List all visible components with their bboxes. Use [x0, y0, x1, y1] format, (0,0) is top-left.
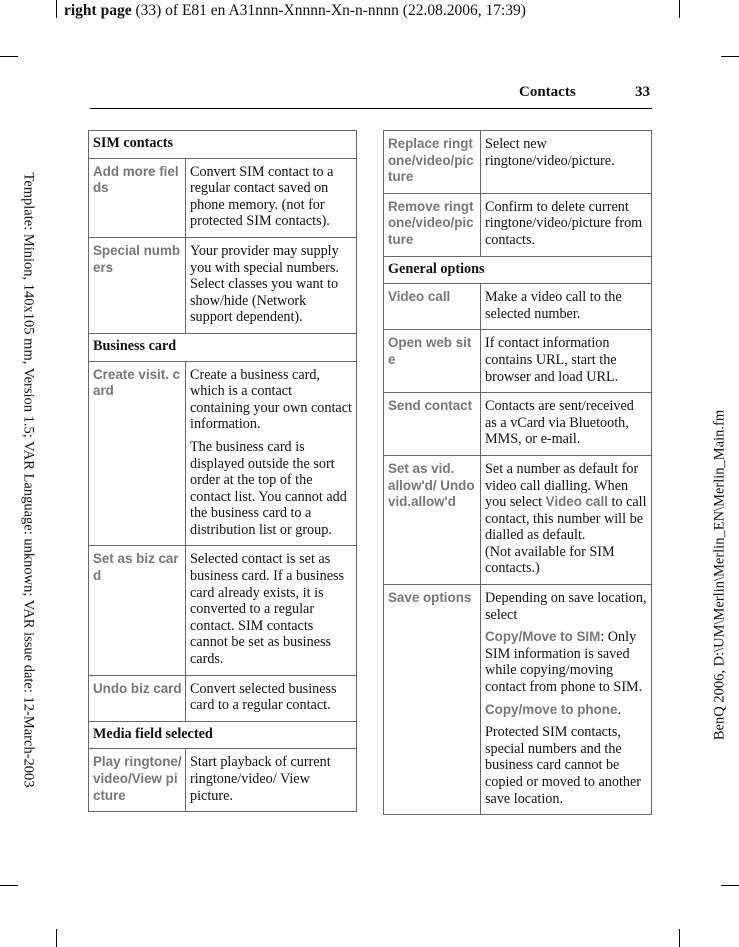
crop-mark — [0, 885, 18, 886]
section-header-general-options: General options — [384, 256, 652, 284]
option-description: Confirm to delete current ringtone/video/picture from contacts. — [481, 193, 652, 256]
option-set-as-vid-allowed[interactable]: Set as vid. allow'd/ Undo vid.allow'd — [384, 455, 481, 584]
table-row — [384, 193, 652, 256]
option-description — [481, 585, 652, 815]
crop-mark — [56, 0, 57, 18]
slug-prefix: right page — [64, 2, 132, 19]
option-add-more-fields[interactable]: Add more fields — [89, 158, 186, 237]
option-description: Contacts are sent/received as a vCard via Bluetooth, MMS, or e-mail. — [481, 393, 652, 456]
table-row — [89, 361, 357, 546]
template-info-vertical: Template: Minion, 140x105 mm, Version 1.5; VAR Language: unknown; VAR issue date: 12-March-2003 — [20, 172, 37, 788]
option-send-contact[interactable]: Send contact — [384, 393, 481, 456]
ui-reference-copy-move-to-phone: Copy/move to phone — [485, 701, 618, 717]
crop-mark — [679, 0, 680, 18]
ui-reference-video-call: Video call — [545, 494, 608, 510]
print-slug — [64, 2, 526, 20]
option-description: Your provider may supply you with special numbers. Select classes you want to show/hide (Network support dependent). — [186, 237, 357, 333]
crop-mark — [721, 56, 739, 57]
description-paragraph: The business card is displayed outside the sort order at the top of the contact list. You cannot add the business card to a distribution list or group. — [190, 438, 347, 538]
table-row — [89, 546, 357, 675]
description-text: Set a number as default for video call dialling. When you select — [485, 460, 639, 511]
header-rule — [90, 108, 652, 109]
section-header-row — [89, 131, 357, 159]
slug-page-ref: (33) — [135, 2, 162, 19]
table-row — [89, 158, 357, 237]
section-header-row — [384, 256, 652, 284]
section-header-sim-contacts: SIM contacts — [89, 131, 357, 159]
description-text: . — [617, 701, 621, 718]
description-note: (Not available for SIM contacts.) — [485, 543, 615, 577]
option-create-visit-card[interactable]: Create visit. card — [89, 361, 186, 546]
description-paragraph — [485, 702, 647, 719]
option-description: Select new ringtone/video/picture. — [481, 131, 652, 194]
section-header-row — [89, 721, 357, 749]
description-text: : Only SIM information is saved while copying/moving contact from phone to SIM. — [485, 629, 643, 696]
description-paragraph: Create a business card, which is a contact containing your own contact information. — [190, 366, 352, 433]
table-row — [384, 585, 652, 815]
file-path-vertical: BenQ 2006, D:\UM\Merlin\Merlin_EN\Merlin_Main.fm — [711, 409, 728, 741]
section-header-business-card: Business card — [89, 333, 357, 361]
section-header-row — [89, 333, 357, 361]
description-text: to call contact, this number will be dialled as default. — [485, 494, 647, 544]
description-paragraph: Protected SIM contacts, special numbers and the business card cannot be copied or moved to another save location. — [485, 724, 642, 807]
option-description — [481, 455, 652, 584]
option-play-media[interactable]: Play ringtone/video/View picture — [89, 749, 186, 812]
crop-mark — [0, 56, 18, 57]
option-description: Start playback of current ringtone/video/ View picture. — [186, 749, 357, 812]
contacts-options-table-right — [383, 130, 652, 815]
option-description: If contact information contains URL, start the browser and load URL. — [481, 330, 652, 393]
table-row — [89, 675, 357, 721]
option-description: Selected contact is set as business card. If a business card already exists, it is converted to a regular contact. SIM contacts cannot be set as business cards. — [186, 546, 357, 675]
description-paragraph: Depending on save location, select — [485, 590, 647, 623]
slug-rest: of E81 en A31nnn-Xnnnn-Xn-n-nnnn (22.08.2006, 17:39) — [165, 2, 526, 19]
contacts-options-table-left — [88, 130, 357, 812]
option-open-web-site[interactable]: Open web site — [384, 330, 481, 393]
table-row — [384, 393, 652, 456]
option-description — [186, 361, 357, 546]
section-header-media-field: Media field selected — [89, 721, 357, 749]
table-row — [384, 455, 652, 584]
table-row — [384, 330, 652, 393]
option-undo-biz-card[interactable]: Undo biz card — [89, 675, 186, 721]
option-set-as-biz-card[interactable]: Set as biz card — [89, 546, 186, 675]
option-description: Make a video call to the selected number. — [481, 284, 652, 330]
table-row — [89, 237, 357, 333]
crop-mark — [679, 929, 680, 947]
running-head-title: Contacts — [519, 84, 576, 100]
option-remove-media[interactable]: Remove ringtone/video/picture — [384, 193, 481, 256]
option-description: Convert selected business card to a regular contact. — [186, 675, 357, 721]
ui-reference-copy-move-to-sim: Copy/Move to SIM — [485, 629, 601, 645]
option-special-numbers[interactable]: Special numbers — [89, 237, 186, 333]
description-paragraph — [485, 629, 647, 695]
crop-mark — [56, 929, 57, 947]
option-save-options[interactable]: Save options — [384, 585, 481, 815]
option-replace-media[interactable]: Replace ringtone/video/picture — [384, 131, 481, 194]
option-description: Convert SIM contact to a regular contact saved on phone memory. (not for protected SIM contacts). — [186, 158, 357, 237]
table-row — [384, 284, 652, 330]
table-row — [384, 131, 652, 194]
table-row — [89, 749, 357, 812]
crop-mark — [721, 885, 739, 886]
option-video-call[interactable]: Video call — [384, 284, 481, 330]
page-number: 33 — [635, 84, 650, 100]
